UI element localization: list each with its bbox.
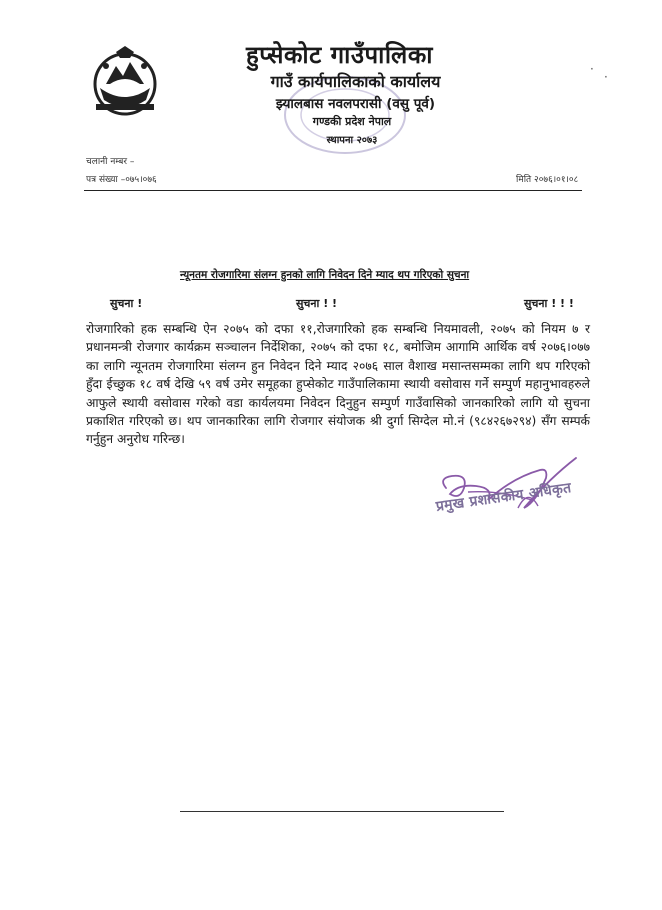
- letter-number: पत्र संख्या –०७५।०७६: [86, 175, 157, 185]
- office-subtitle: गाउँ कार्यपालिकाको कार्यालय: [270, 72, 441, 91]
- office-established: स्थापना २०७३: [326, 135, 378, 146]
- office-province: गण्डकी प्रदेश नेपाल: [312, 115, 392, 128]
- scan-speck: ·: [604, 70, 608, 84]
- notice-body: रोजगारिको हक सम्बन्धि ऐन २०७५ को दफा ११,रोजगारिको हक सम्बन्धि नियमावली, २०७५ को नियम ७ र प्रधानमन्त्री रोजगार कार्यक्रम सञ्चालन निर्देशिका, २०७५ को दफा १८, बमोजिम आगामि आर्थिक वर्ष २०७६।०७७ का लागि न्यूनतम रोजगारिमा संलग्न हुन निवेदन दिने म्याद २०७६ साल वैशाख मसान्तसम्मका लागि थप गरिएको हुँदा ईच्छुक १८ वर्ष देखि ५९ वर्ष उमेर समूहका हुप्सेकोट गाउँपालिकामा स्थायी वसोवास गर्ने सम्पुर्ण महानुभावहरुले आफुले स्थायी वसोवास गरेको वडा कार्यलयमा निवेदन दिनुहुन सम्पुर्ण गाउँवासिको जानकारिको लागि यो सुचना प्रकाशित गरिएको छ। थप जानकारिका लागि रोजगार संयोजक श्री दुर्गा सिग्देल मो.नं (९८४२६७२९४) सँग सम्पर्क गर्नुहुन अनुरोध गरिन्छ।: [86, 322, 590, 447]
- header-divider: [84, 190, 582, 191]
- chalani-number: चलानी नम्बर –: [86, 157, 135, 167]
- scan-speck: ·: [590, 62, 594, 76]
- office-address: झ्यालबास नवलपरासी (वसु पूर्व): [275, 96, 436, 112]
- signatory-title: प्रमुख प्रशासकीय अधिकृत: [434, 480, 573, 515]
- notice-title: न्यूनतम रोजगारिमा संलग्न हुनको लागि निवेदन दिने म्याद थप गरिएको सुचना: [180, 269, 470, 281]
- office-name: हुप्सेकोट गाउँपालिका: [246, 41, 433, 69]
- footer-divider: [180, 811, 504, 812]
- sucha-label-left: सुचना !: [110, 297, 143, 310]
- nepal-emblem-icon: [86, 44, 164, 120]
- letter-date: मिति २०७६।०१।०८: [516, 175, 579, 185]
- sucha-label-right: सुचना ! ! !: [524, 297, 574, 310]
- sucha-label-middle: सुचना ! !: [296, 297, 338, 310]
